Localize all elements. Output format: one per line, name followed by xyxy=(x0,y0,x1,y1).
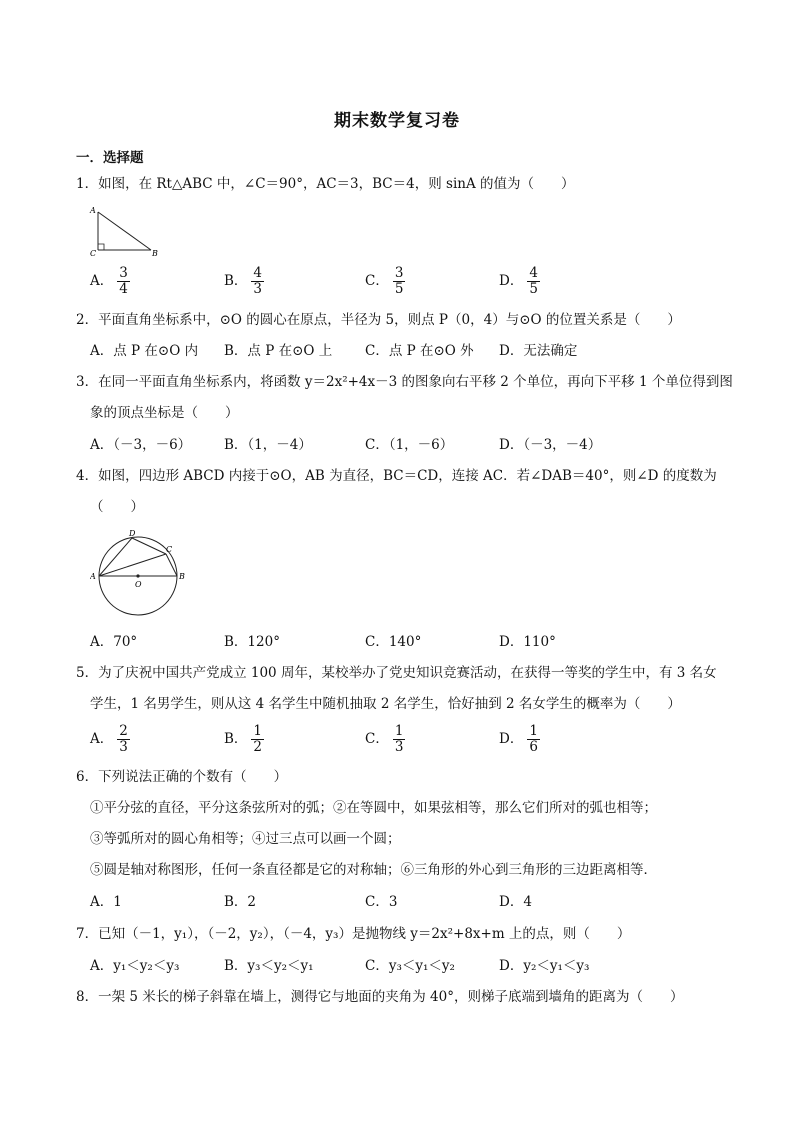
q3-option-b[interactable]: B．（1，－4） xyxy=(224,437,312,453)
q4-option-d[interactable]: D．110° xyxy=(499,634,556,650)
q4-option-a[interactable]: A．70° xyxy=(90,634,138,650)
q7-option-c[interactable]: C．y₃＜y₁＜y₂ xyxy=(365,958,455,974)
q4-option-c[interactable]: C．140° xyxy=(365,634,422,650)
q3-option-c[interactable]: C．（1，－6） xyxy=(365,437,454,453)
label-O: O xyxy=(135,580,142,589)
question-8-text: 8．一架 5 米长的梯子斜靠在墙上，测得它与地面的夹角为 40°，则梯子底端到墙角的距离为（ ） xyxy=(76,989,684,1005)
q6-option-c[interactable]: C．3 xyxy=(365,894,398,910)
q5-option-d[interactable]: D． $\frac{1}{6}$ xyxy=(499,723,538,755)
label-A: A xyxy=(90,206,96,215)
label-D: D xyxy=(129,529,136,538)
q5-option-c[interactable]: C． $\frac{1}{3}$ xyxy=(365,723,404,755)
q7-option-a[interactable]: A．y₁＜y₂＜y₃ xyxy=(90,958,180,974)
q1-option-b[interactable]: B． $\frac{4}{3}$ xyxy=(224,265,263,297)
question-1-figure xyxy=(86,204,162,260)
question-5-text-line1: 5．为了庆祝中国共产党成立 100 周年，某校举办了党史知识竞赛活动，在获得一等奖的学生中，有 3 名女 xyxy=(76,665,717,681)
page-title: 期末数学复习卷 xyxy=(334,111,460,131)
question-6-statement-2: ③等弧所对的圆心角相等；④过三点可以画一个圆； xyxy=(90,831,401,847)
label-C: C xyxy=(166,545,173,554)
question-7-text: 7．已知（－1，y₁），（－2，y₂），（－4，y₃）是抛物线 y＝2x²+8x+m 上的点，则（ ） xyxy=(76,926,631,942)
section-heading: 一．选择题 xyxy=(76,150,144,166)
q6-option-b[interactable]: B．2 xyxy=(224,894,257,910)
q7-option-b[interactable]: B．y₃＜y₂＜y₁ xyxy=(224,958,314,974)
q6-option-a[interactable]: A．1 xyxy=(90,894,122,910)
question-4-figure xyxy=(90,528,190,622)
label-C: C xyxy=(90,249,97,258)
question-1-text: 1．如图，在 Rt△ABC 中，∠C＝90°，AC＝3，BC＝4，则 sinA 的值为（ ） xyxy=(76,176,575,192)
question-3-text-line2: 象的顶点坐标是（ ） xyxy=(90,405,239,421)
q7-option-d[interactable]: D．y₂＜y₁＜y₃ xyxy=(499,958,590,974)
q5-option-a[interactable]: A． $\frac{2}{3}$ xyxy=(90,723,128,755)
q4-option-b[interactable]: B．120° xyxy=(224,634,280,650)
question-6-statement-3: ⑤圆是轴对称图形，任何一条直径都是它的对称轴；⑥三角形的外心到三角形的三边距离相等． xyxy=(90,862,657,878)
q6-option-d[interactable]: D．4 xyxy=(499,894,532,910)
label-A: A xyxy=(90,572,96,581)
question-3-text-line1: 3．在同一平面直角坐标系内，将函数 y＝2x²+4x－3 的图象向右平移 2 个单位，再向下平移 1 个单位得到图 xyxy=(76,374,733,390)
question-4-text-line1: 4．如图，四边形 ABCD 内接于⊙O，AB 为直径，BC＝CD，连接 AC．若∠DAB＝40°，则∠D 的度数为 xyxy=(76,468,717,484)
label-B: B xyxy=(179,572,185,581)
q5-option-b[interactable]: B． $\frac{1}{2}$ xyxy=(224,723,263,755)
q2-option-b[interactable]: B．点 P 在⊙O 上 xyxy=(224,343,333,359)
q1-option-c[interactable]: C． $\frac{3}{5}$ xyxy=(365,265,404,297)
q1-option-d[interactable]: D． $\frac{4}{5}$ xyxy=(499,265,538,297)
question-2-text: 2．平面直角坐标系中，⊙O 的圆心在原点，半径为 5，则点 P（0，4）与⊙O 的位置关系是（ ） xyxy=(76,312,681,328)
question-6-statement-1: ①平分弦的直径，平分这条弦所对的弧；②在等圆中，如果弦相等，那么它们所对的弧也相等； xyxy=(90,800,657,816)
q3-option-d[interactable]: D．（－3，－4） xyxy=(499,437,602,453)
question-6-text: 6．下列说法正确的个数有（ ） xyxy=(76,769,288,785)
label-B: B xyxy=(152,249,158,258)
q2-option-d[interactable]: D．无法确定 xyxy=(499,343,578,359)
q2-option-c[interactable]: C．点 P 在⊙O 外 xyxy=(365,343,474,359)
question-5-text-line2: 学生，1 名男学生，则从这 4 名学生中随机抽取 2 名学生，恰好抽到 2 名女学生的概率为（ ） xyxy=(90,696,681,712)
q1-option-a[interactable]: A． $\frac{3}{4}$ xyxy=(90,265,128,297)
q3-option-a[interactable]: A．（－3，－6） xyxy=(90,437,192,453)
q2-option-a[interactable]: A．点 P 在⊙O 内 xyxy=(90,343,199,359)
question-4-text-line2: （ ） xyxy=(90,499,144,515)
